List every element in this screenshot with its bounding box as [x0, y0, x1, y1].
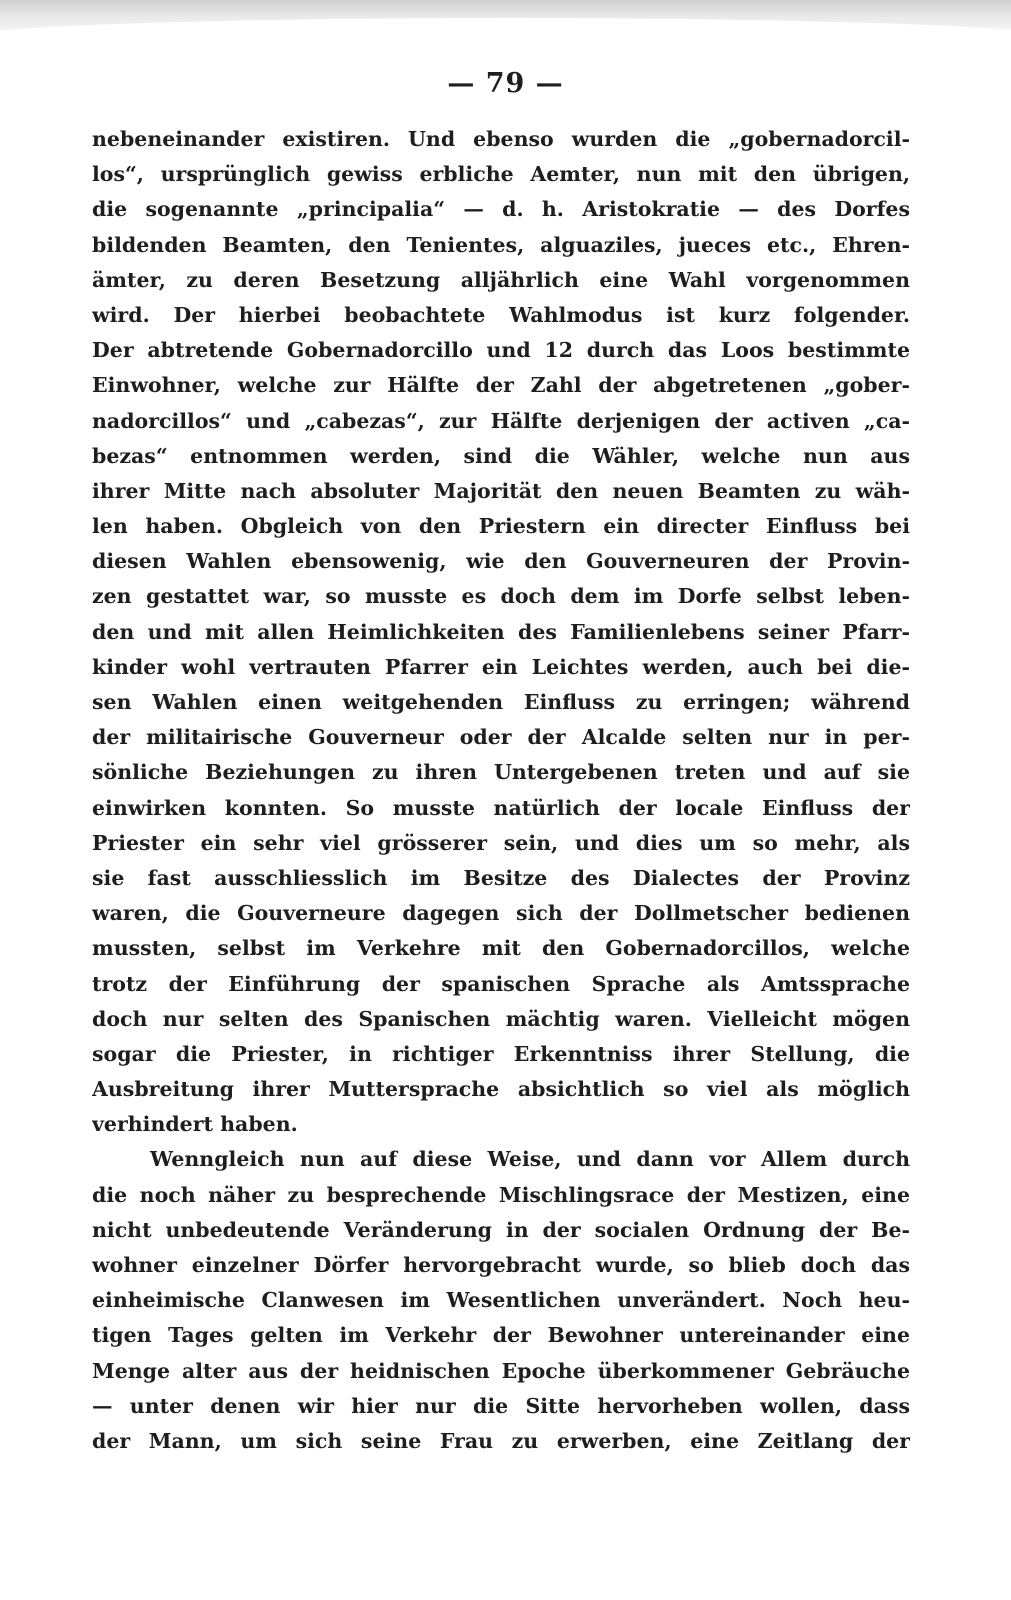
- text-line: bildenden Beamten, den Tenientes, alguaziles, jueces etc., Ehren-: [92, 232, 910, 257]
- text-line: nicht unbedeutende Veränderung in der socialen Ordnung der Be-: [92, 1217, 910, 1242]
- text-line: los“, ursprünglich gewiss erbliche Aemter, nun mit den übrigen,: [92, 162, 910, 187]
- paragraph-2: [92, 1142, 910, 1459]
- text-line: einwirken konnten. So musste natürlich der locale Einfluss der: [92, 795, 910, 820]
- text-line: sie fast ausschliesslich im Besitze des Dialectes der Provinz: [92, 865, 910, 890]
- text-line: trotz der Einführung der spanischen Sprache als Amtssprache: [92, 971, 910, 996]
- text-line: nadorcillos“ und „cabezas“, zur Hälfte derjenigen der activen „ca-: [92, 408, 910, 433]
- text-line: Wenngleich nun auf diese Weise, und dann vor Allem durch: [150, 1147, 910, 1172]
- text-line: den und mit allen Heimlichkeiten des Familienlebens seiner Pfarr-: [92, 619, 910, 644]
- text-line: sogar die Priester, in richtiger Erkenntniss ihrer Stellung, die: [92, 1041, 910, 1066]
- text-line: sönliche Beziehungen zu ihren Untergebenen treten und auf sie: [92, 760, 910, 785]
- text-line: einheimische Clanwesen im Wesentlichen unverändert. Noch heu-: [92, 1288, 910, 1313]
- paragraph-1: [92, 122, 910, 1142]
- text-line: len haben. Obgleich von den Priestern ein directer Einfluss bei: [92, 514, 910, 539]
- text-line: der Mann, um sich seine Frau zu erwerben, eine Zeitlang der: [92, 1428, 910, 1453]
- body-text: [92, 122, 910, 1459]
- text-line: doch nur selten des Spanischen mächtig waren. Vielleicht mögen: [92, 1006, 910, 1031]
- scan-edge-curve: [0, 18, 1011, 58]
- text-line: nebeneinander existiren. Und ebenso wurden die „gobernadorcil-: [92, 127, 910, 151]
- text-line: die sogenannte „principalia“ — d. h. Aristokratie — des Dorfes: [92, 197, 910, 222]
- text-line: Ausbreitung ihrer Muttersprache absichtlich so viel als möglich: [92, 1077, 910, 1102]
- text-line: sen Wahlen einen weitgehenden Einfluss zu erringen; während: [92, 690, 910, 714]
- text-line: wird. Der hierbei beobachtete Wahlmodus ist kurz folgender.: [92, 302, 910, 327]
- text-line: bezas“ entnommen werden, sind die Wähler, welche nun aus: [92, 443, 910, 468]
- text-line: kinder wohl vertrauten Pfarrer ein Leichtes werden, auch bei die-: [92, 654, 910, 679]
- text-line: diesen Wahlen ebensowenig, wie den Gouverneuren der Provin-: [92, 549, 910, 574]
- text-line: die noch näher zu besprechende Mischlingsrace der Mestizen, eine: [92, 1182, 910, 1207]
- text-line: waren, die Gouverneure dagegen sich der Dollmetscher bedienen: [92, 901, 910, 926]
- text-line: Menge alter aus der heidnischen Epoche überkommener Gebräuche: [92, 1358, 910, 1383]
- text-line: Priester ein sehr viel grösserer sein, und dies um so mehr, als: [92, 830, 910, 855]
- text-line: ihrer Mitte nach absoluter Majorität den neuen Beamten zu wäh-: [92, 478, 910, 503]
- text-line: ämter, zu deren Besetzung alljährlich eine Wahl vorgenommen: [92, 267, 910, 292]
- text-line: zen gestattet war, so musste es doch dem im Dorfe selbst leben-: [92, 584, 910, 609]
- text-line: tigen Tages gelten im Verkehr der Bewohner untereinander eine: [92, 1323, 910, 1348]
- text-line: mussten, selbst im Verkehre mit den Gobernadorcillos, welche: [92, 936, 910, 961]
- text-line: wohner einzelner Dörfer hervorgebracht wurde, so blieb doch das: [92, 1253, 910, 1277]
- text-line: — unter denen wir hier nur die Sitte hervorheben wollen, dass: [92, 1393, 910, 1418]
- text-line: Der abtretende Gobernadorcillo und 12 durch das Loos bestimmte: [92, 338, 910, 363]
- text-line: Einwohner, welche zur Hälfte der Zahl der abgetretenen „gober-: [92, 373, 910, 398]
- page-number: — 79 —: [447, 68, 564, 99]
- text-line: der militairische Gouverneur oder der Alcalde selten nur in per-: [92, 725, 910, 750]
- text-line: verhindert haben.: [92, 1112, 298, 1137]
